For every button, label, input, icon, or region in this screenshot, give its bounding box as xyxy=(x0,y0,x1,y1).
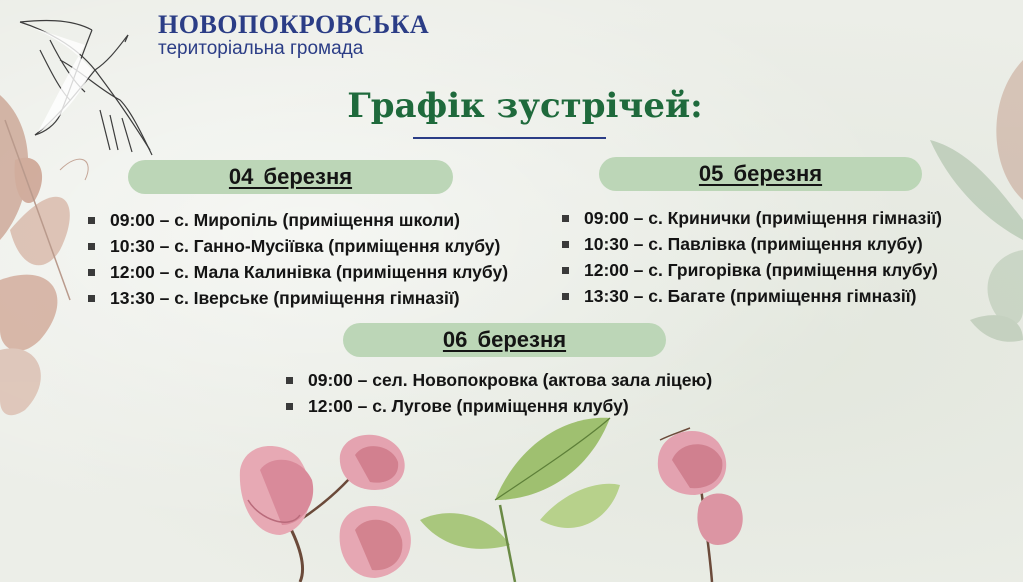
brand-name: НОВОПОКРОВСЬКА xyxy=(158,10,430,39)
schedule-list-2 xyxy=(562,205,942,309)
list-item: 13:30 – с. Іверське (приміщення гімназії) xyxy=(88,285,508,311)
list-item: 10:30 – с. Павлівка (приміщення клубу) xyxy=(562,231,942,257)
bullet-square-icon xyxy=(88,269,95,276)
bullet-square-icon xyxy=(562,241,569,248)
brand-block xyxy=(158,12,429,59)
bullet-square-icon xyxy=(562,293,569,300)
right-leaves-icon xyxy=(930,60,1023,342)
bullet-square-icon xyxy=(286,377,293,384)
list-item: 12:00 – с. Лугове (приміщення клубу) xyxy=(286,393,712,419)
list-item: 09:00 – сел. Новопокровка (актова зала ліцею) xyxy=(286,367,712,393)
day-header-2 xyxy=(599,157,922,191)
crane-logo-icon xyxy=(20,20,152,155)
schedule-list-1 xyxy=(88,207,508,311)
schedule-list-3 xyxy=(286,367,712,419)
list-item: 12:00 – с. Григорівка (приміщення клубу) xyxy=(562,257,942,283)
list-item: 09:00 – с. Миропіль (приміщення школи) xyxy=(88,207,508,233)
title-underline xyxy=(413,137,606,139)
bullet-square-icon xyxy=(562,267,569,274)
day-header-3 xyxy=(343,323,666,357)
brand-subtitle: територіальна громада xyxy=(158,38,364,59)
left-leaves-icon xyxy=(0,95,88,415)
list-item: 13:30 – с. Багате (приміщення гімназії) xyxy=(562,283,942,309)
bullet-square-icon xyxy=(88,243,95,250)
magnolia-flowers-icon xyxy=(240,418,743,582)
crane-body-fill-icon xyxy=(22,24,92,132)
day-date-2: 05 березня xyxy=(698,161,823,186)
bullet-square-icon xyxy=(286,403,293,410)
bullet-square-icon xyxy=(88,295,95,302)
page-title: Графік зустрічей: xyxy=(347,86,703,126)
day-date-1: 04 березня xyxy=(228,164,353,189)
list-item: 10:30 – с. Ганно-Мусіївка (приміщення клубу) xyxy=(88,233,508,259)
list-item: 09:00 – с. Кринички (приміщення гімназії) xyxy=(562,205,942,231)
list-item: 12:00 – с. Мала Калинівка (приміщення клубу) xyxy=(88,259,508,285)
day-header-1 xyxy=(128,160,453,194)
bullet-square-icon xyxy=(562,215,569,222)
bullet-square-icon xyxy=(88,217,95,224)
day-date-3: 06 березня xyxy=(442,327,567,352)
